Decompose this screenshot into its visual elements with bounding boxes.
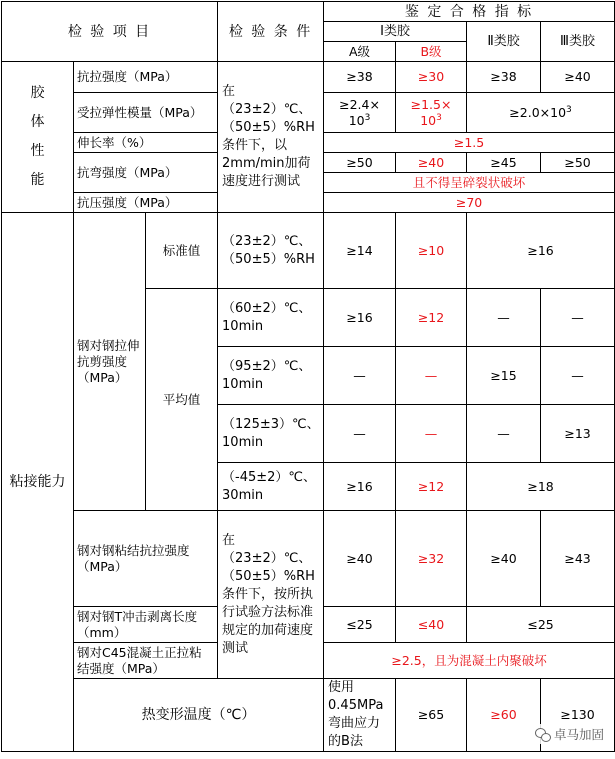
spec-table bbox=[1, 1, 615, 752]
shear-3-b: — bbox=[396, 347, 467, 405]
header-grade-b: B级 bbox=[396, 42, 467, 62]
shear-4-class2: — bbox=[467, 405, 541, 463]
shear-4-b: — bbox=[396, 405, 467, 463]
modulus-b-exp: 3 bbox=[436, 112, 442, 123]
shear-1-a: ≥14 bbox=[324, 213, 396, 289]
modulus-b-ten: 10 bbox=[420, 112, 437, 128]
flexural-note: 且不得呈碎裂状破坏 bbox=[324, 173, 615, 193]
shear-1-class23: ≥16 bbox=[467, 213, 615, 289]
peel-a: ≤25 bbox=[324, 607, 396, 643]
shear-2-class2: — bbox=[467, 289, 541, 347]
elongation-all: ≥1.5 bbox=[324, 133, 615, 153]
tensile-a: ≥38 bbox=[324, 62, 396, 93]
standard-value-label: 标准值 bbox=[146, 213, 218, 289]
peel-b: ≤40 bbox=[396, 607, 467, 643]
wechat-icon bbox=[535, 728, 551, 741]
glue-test-condition: 在（23±2）℃、（50±5）%RH条件下，以2mm/min加荷速度进行测试 bbox=[218, 62, 324, 213]
tensile-modulus-label: 受拉弹性模量（MPa） bbox=[74, 93, 218, 133]
shear-3-a: — bbox=[324, 347, 396, 405]
shear-4-class3: ≥13 bbox=[541, 405, 615, 463]
heat-test-condition: 使用0.45MPa弯曲应力的B法 bbox=[324, 679, 396, 752]
flexural-b: ≥40 bbox=[396, 153, 467, 173]
peel-length-label: 钢对钢T冲击剥离长度（mm） bbox=[74, 607, 218, 643]
modulus-a-base: ≥2.4× bbox=[339, 96, 380, 112]
shear-5-b: ≥12 bbox=[396, 463, 467, 511]
glue-label-char: 体 bbox=[30, 114, 45, 130]
modulus-a-exp: 3 bbox=[364, 112, 371, 123]
shear-3-class2: ≥15 bbox=[467, 347, 541, 405]
steel-tensile-a: ≥40 bbox=[324, 511, 396, 607]
concrete-bond-label: 钢对C45混凝土正拉粘结强度（MPa） bbox=[74, 643, 218, 679]
shear-1-b: ≥10 bbox=[396, 213, 467, 289]
flexural-class3: ≥50 bbox=[541, 153, 615, 173]
watermark-text: 卓马加固 bbox=[553, 727, 604, 742]
heat-a: ≥65 bbox=[396, 679, 467, 752]
glue-label-char: 胶 bbox=[30, 85, 45, 101]
shear-2-b: ≥12 bbox=[396, 289, 467, 347]
modulus-class23 bbox=[467, 93, 615, 133]
bond-ability-label: 粘接能力 bbox=[2, 213, 74, 752]
shear-cond-5: （-45±2）℃、30min bbox=[218, 463, 324, 511]
modulus-b-base: ≥1.5× bbox=[410, 96, 452, 112]
modulus-a-ten: 10 bbox=[348, 112, 365, 128]
heat-class2: ≥130 bbox=[541, 679, 615, 752]
shear-5-class23: ≥18 bbox=[467, 463, 615, 511]
heat-b: ≥60 bbox=[467, 679, 541, 752]
header-item: 检 验 项 目 bbox=[2, 2, 218, 62]
compressive-strength-label: 抗压强度（MPa） bbox=[74, 193, 218, 213]
glue-label-char: 能 bbox=[30, 172, 45, 188]
compressive-all: ≥70 bbox=[324, 193, 615, 213]
average-value-label: 平均值 bbox=[146, 289, 218, 511]
watermark bbox=[532, 724, 607, 744]
tensile-class2: ≥38 bbox=[467, 62, 541, 93]
header-class3: Ⅲ类胶 bbox=[541, 22, 615, 62]
steel-tensile-class2: ≥40 bbox=[467, 511, 541, 607]
modulus-class23-exp: 3 bbox=[566, 104, 572, 115]
header-class2: Ⅱ类胶 bbox=[467, 22, 541, 62]
glue-label-char: 性 bbox=[30, 143, 45, 159]
shear-cond-1: （23±2）℃、（50±5）%RH bbox=[218, 213, 324, 289]
glue-properties-label bbox=[2, 62, 74, 213]
modulus-class23-base: ≥2.0×10 bbox=[509, 104, 567, 120]
steel-tensile-class3: ≥43 bbox=[541, 511, 615, 607]
shear-4-a: — bbox=[324, 405, 396, 463]
modulus-a bbox=[324, 93, 396, 133]
heat-deflection-label: 热变形温度（℃） bbox=[74, 679, 324, 752]
modulus-b bbox=[396, 93, 467, 133]
header-condition: 检 验 条 件 bbox=[218, 2, 324, 62]
header-grade-a: A级 bbox=[324, 42, 396, 62]
concrete-bond-all: ≥2.5，且为混凝土内聚破坏 bbox=[324, 643, 615, 679]
tensile-strength-label: 抗拉强度（MPa） bbox=[74, 62, 218, 93]
header-indicator: 鉴 定 合 格 指 标 bbox=[324, 2, 615, 22]
header-class1: Ⅰ类胶 bbox=[324, 22, 467, 42]
shear-strength-label: 钢对钢拉伸抗剪强度（MPa） bbox=[74, 213, 146, 511]
steel-tensile-label: 钢对钢粘结抗拉强度（MPa） bbox=[74, 511, 218, 607]
flexural-class2: ≥45 bbox=[467, 153, 541, 173]
tensile-b: ≥30 bbox=[396, 62, 467, 93]
tensile-class3: ≥40 bbox=[541, 62, 615, 93]
bond-test-condition: 在（23±2）℃、（50±5）%RH条件下，按所执行试验方法标准规定的加荷速度测试 bbox=[218, 511, 324, 679]
flexural-strength-label: 抗弯强度（MPa） bbox=[74, 153, 218, 193]
shear-cond-3: （95±2）℃、10min bbox=[218, 347, 324, 405]
shear-3-class3: — bbox=[541, 347, 615, 405]
shear-cond-4: （125±3）℃、10min bbox=[218, 405, 324, 463]
steel-tensile-b: ≥32 bbox=[396, 511, 467, 607]
shear-2-a: ≥16 bbox=[324, 289, 396, 347]
shear-2-class3: — bbox=[541, 289, 615, 347]
flexural-a: ≥50 bbox=[324, 153, 396, 173]
shear-5-a: ≥16 bbox=[324, 463, 396, 511]
shear-cond-2: （60±2）℃、10min bbox=[218, 289, 324, 347]
peel-class23: ≤25 bbox=[467, 607, 615, 643]
elongation-label: 伸长率（%） bbox=[74, 133, 218, 153]
